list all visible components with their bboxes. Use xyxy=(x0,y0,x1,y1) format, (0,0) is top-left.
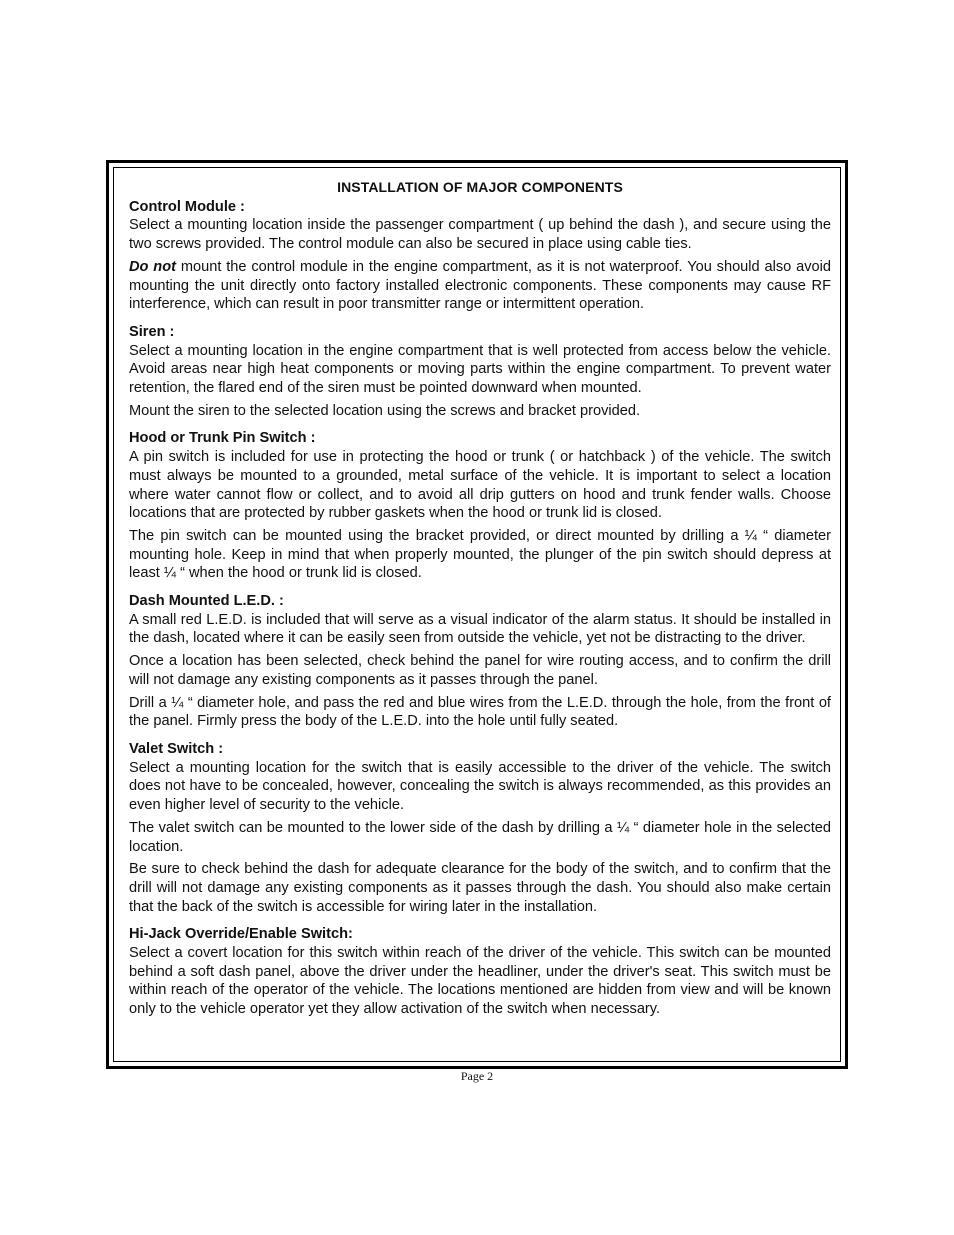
paragraph: The pin switch can be mounted using the bracket provided, or direct mounted by drilling a ¼ “ diameter mounting hole. Keep in mind that when properly mounted, the plunger of the pin switch should depress at least ¼ “ when the hood or trunk lid is closed. xyxy=(129,527,831,582)
paragraph: Select a covert location for this switch within reach of the driver of the vehicle. This switch can be mounted behind a soft dash panel, above the driver under the headliner, under the driver's seat. This switch must be within reach of the operator of the vehicle. The locations mentioned are hidden from view and will be known only to the vehicle operator yet they allow activation of the switch when necessary. xyxy=(129,945,831,1018)
paragraph: The valet switch can be mounted to the lower side of the dash by drilling a ¼ “ diameter hole in the selected location. xyxy=(129,819,831,855)
section-dash-led xyxy=(129,592,831,731)
paragraph: Drill a ¼ “ diameter hole, and pass the red and blue wires from the L.E.D. through the hole, from the front of the panel. Firmly press the body of the L.E.D. into the hole until fully seated. xyxy=(129,694,831,730)
paragraph: Be sure to check behind the dash for adequate clearance for the body of the switch, and to confirm that the drill will not damage any existing components as it passes through the dash. You should also make certain that the back of the switch is accessible for wiring later in the installation. xyxy=(129,861,831,915)
paragraph: Mount the siren to the selected location using the screws and bracket provided. xyxy=(129,402,641,419)
page-title: INSTALLATION OF MAJOR COMPONENTS xyxy=(337,179,623,195)
paragraph: A small red L.E.D. is included that will serve as a visual indicator of the alarm status. It should be installed in the dash, located where it can be easily seen from outside the vehicle, yet not be distracting to the driver. xyxy=(129,611,831,647)
emphasis-text: Do not xyxy=(129,258,176,275)
paragraph: Select a mounting location in the engine compartment that is well protected from access below the vehicle. Avoid areas near high heat components or moving parts within the engine compartment. To prevent water retention, the flared end of the siren must be pointed downward when mounted. xyxy=(129,342,831,397)
section-heading: Dash Mounted L.E.D. : xyxy=(129,593,284,610)
section-valet-switch xyxy=(129,740,831,916)
section-siren xyxy=(129,323,831,421)
paragraph: Once a location has been selected, check behind the panel for wire routing access, and to confirm the drill will not damage any existing components as it passes through the panel. xyxy=(129,653,831,688)
section-pin-switch xyxy=(129,429,831,583)
page-border-inner xyxy=(113,167,841,1062)
section-hijack-switch xyxy=(129,925,831,1019)
section-heading: Hi-Jack Override/Enable Switch: xyxy=(129,926,353,943)
section-heading: Valet Switch : xyxy=(129,740,224,757)
document-body xyxy=(129,178,831,1028)
paragraph-text: mount the control module in the engine compartment, as it is not waterproof. You should also avoid mounting the unit directly onto factory installed electronic components. These components may cause RF interference, which can result in poor transmitter range or intermittent operation. xyxy=(129,258,831,313)
section-heading: Hood or Trunk Pin Switch : xyxy=(129,430,316,447)
paragraph xyxy=(129,258,831,314)
page-number: Page 2 xyxy=(460,1069,494,1083)
paragraph: A pin switch is included for use in protecting the hood or trunk ( or hatchback ) of the vehicle. The switch must always be mounted to a grounded, metal surface of the vehicle. It is important to select a location where water cannot flow or collect, and to avoid all drip gutters on hood and trunk fender walls. Choose locations that are protected by rubber gaskets when the hood or trunk lid is closed. xyxy=(129,449,831,522)
section-heading: Siren : xyxy=(129,323,175,340)
paragraph: Select a mounting location inside the passenger compartment ( up behind the dash ), and secure using the two screws provided. The control module can also be secured in place using cable ties. xyxy=(129,217,831,253)
section-heading: Control Module : xyxy=(129,198,245,215)
paragraph: Select a mounting location for the switch that is easily accessible to the driver of the vehicle. The switch does not have to be concealed, however, concealing the switch is always recommended, as this provides an even higher level of security to the vehicle. xyxy=(129,759,831,814)
page-border-outer xyxy=(106,160,848,1069)
section-control-module xyxy=(129,198,831,314)
